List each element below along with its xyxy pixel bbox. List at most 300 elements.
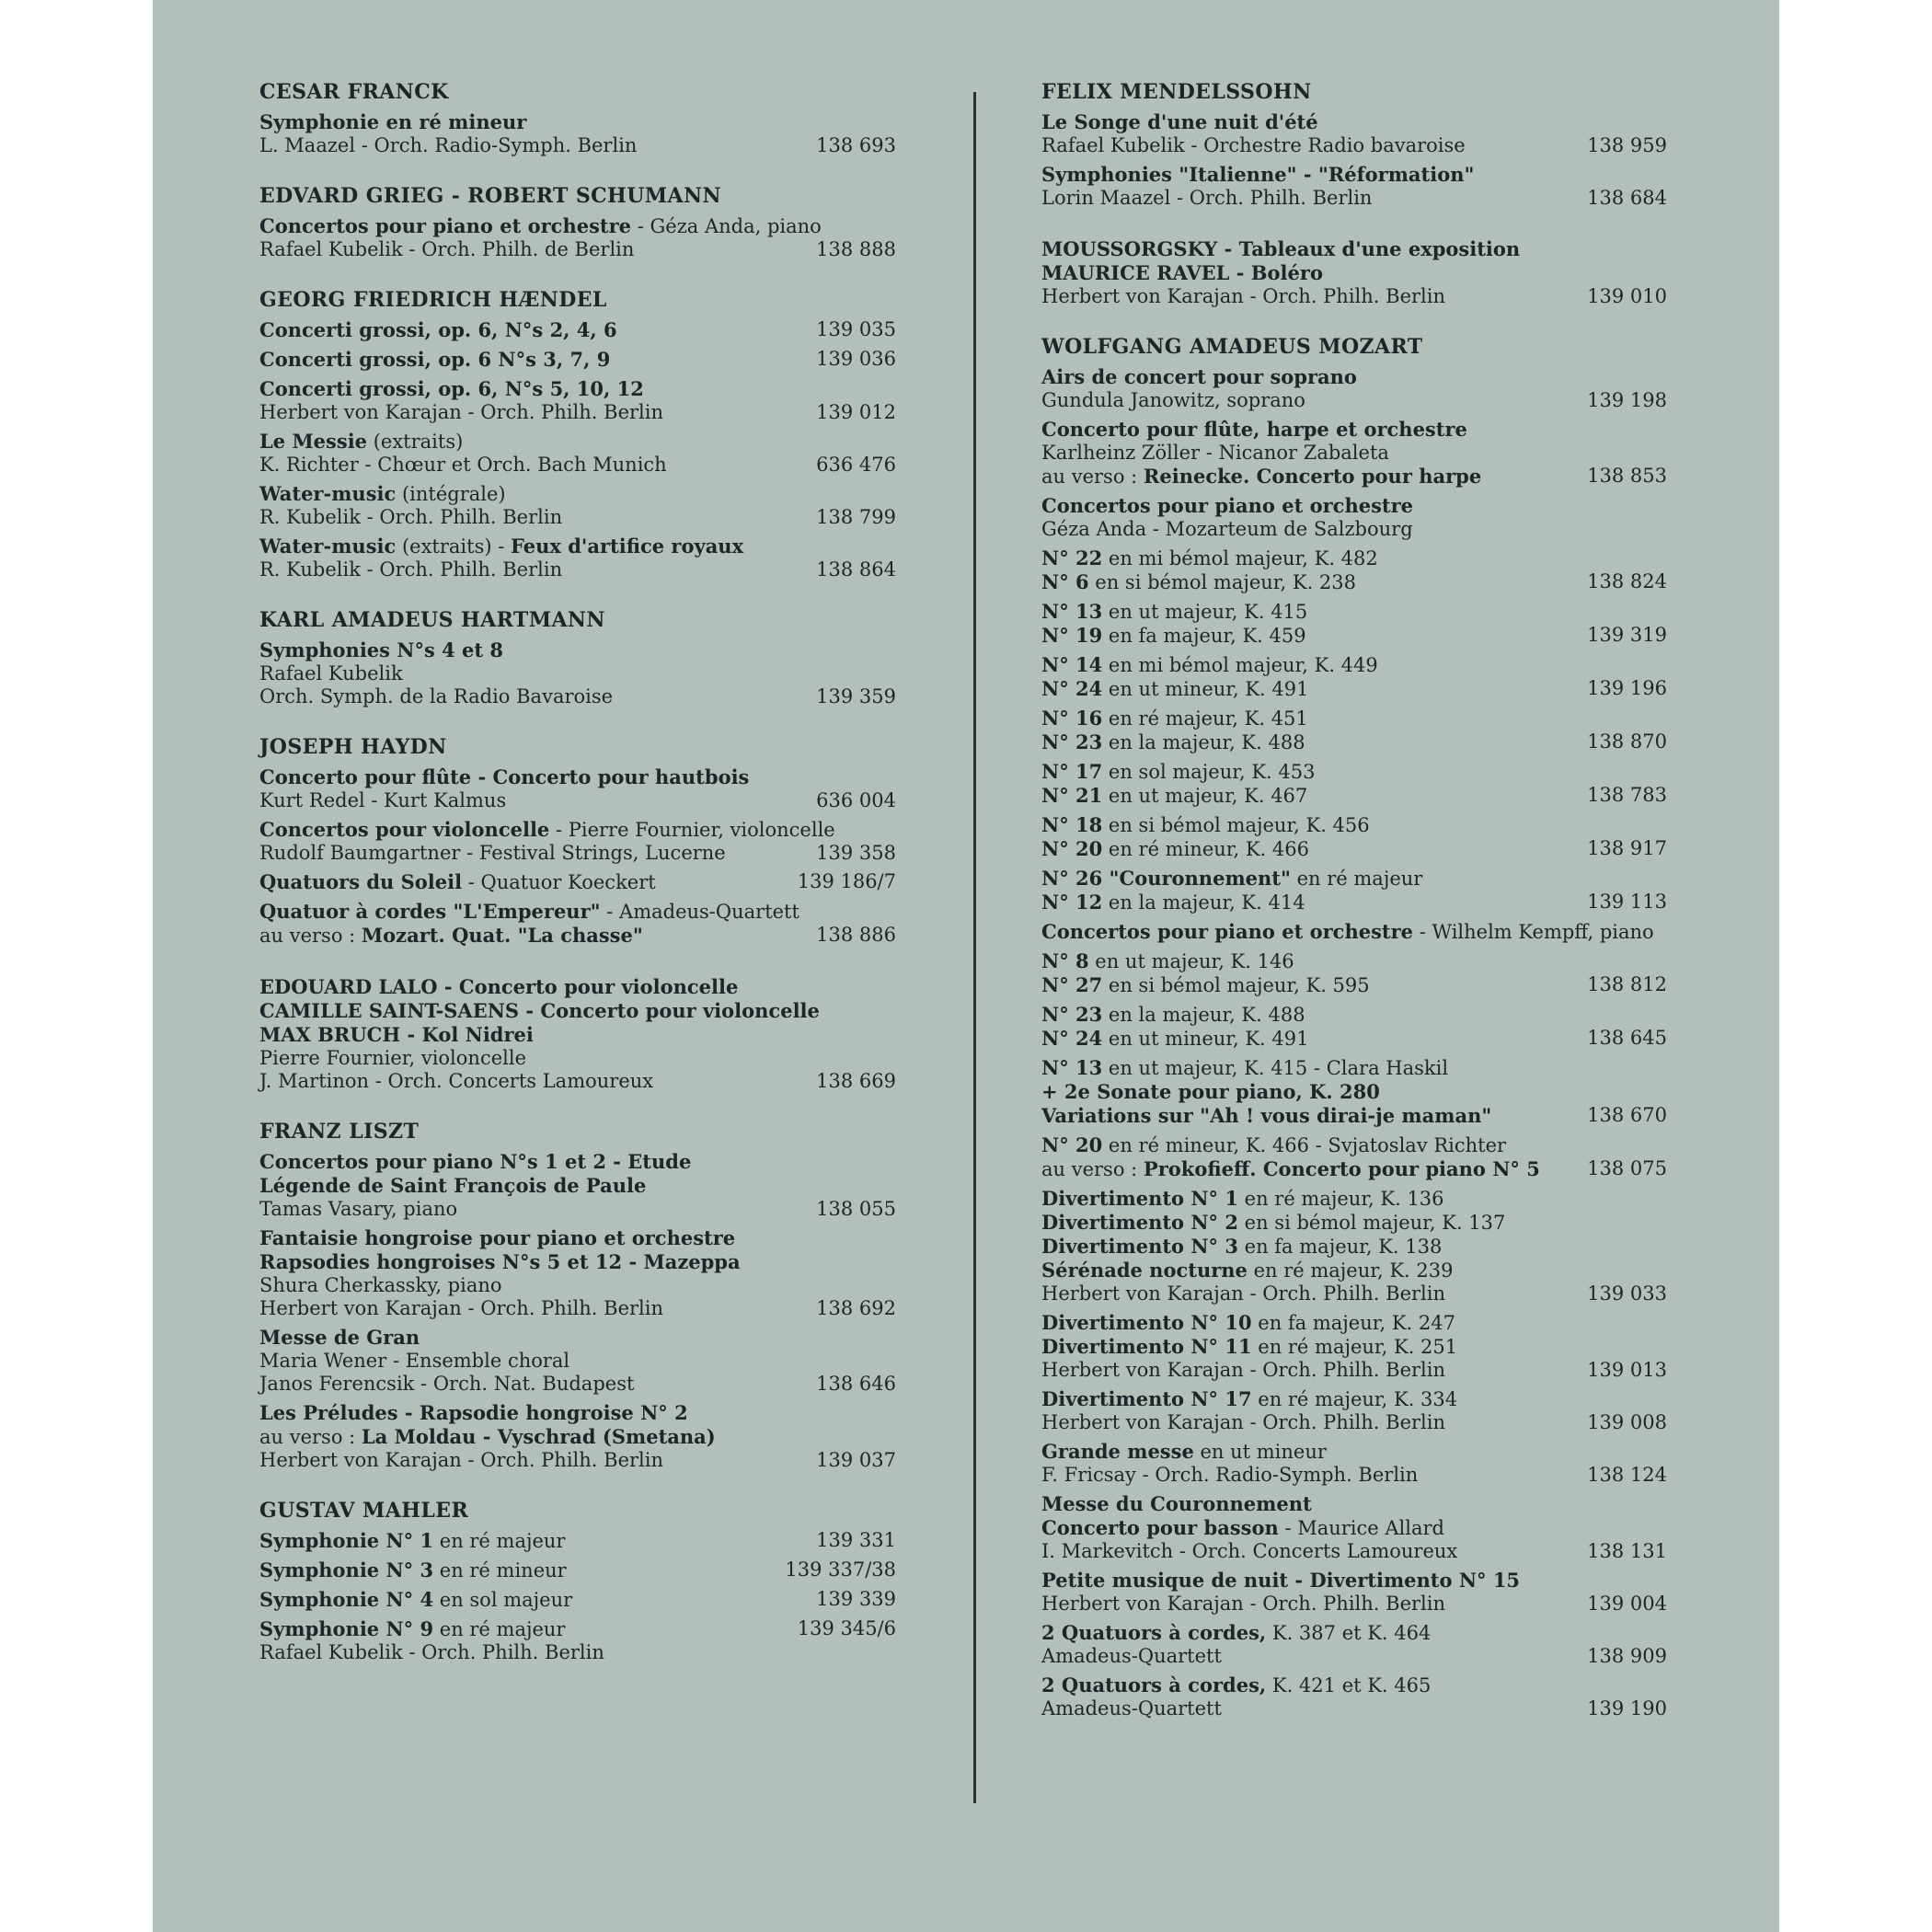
entry-line bbox=[1041, 570, 1667, 594]
entry-line bbox=[259, 1226, 896, 1250]
catalog-number: 138 055 bbox=[816, 1198, 896, 1220]
work-title: N° 24 bbox=[1041, 1027, 1103, 1050]
entry-text bbox=[259, 1326, 420, 1350]
work-title: La Moldau - Vyschrad (Smetana) bbox=[361, 1425, 716, 1448]
entry-line bbox=[1041, 730, 1667, 754]
composer-heading: FRANZ LISZT bbox=[259, 1120, 420, 1144]
left-column bbox=[259, 81, 896, 1692]
recording-entry bbox=[1041, 1569, 1667, 1616]
performer-text: Amadeus-Quartett bbox=[1041, 1697, 1222, 1719]
catalog-number: 139 331 bbox=[816, 1529, 896, 1551]
performer-text: F. Fricsay - Orch. Radio-Symph. Berlin bbox=[1041, 1464, 1419, 1486]
entry-line bbox=[259, 1174, 896, 1198]
performer-text: en ré mineur, K. 466 - Svjatoslav Richter bbox=[1102, 1134, 1507, 1156]
work-title: Quatuors du Soleil bbox=[259, 870, 463, 893]
work-title: Concerto pour basson bbox=[1041, 1516, 1279, 1539]
recording-entry bbox=[259, 900, 896, 948]
composer-section bbox=[1041, 336, 1667, 1720]
entry-line bbox=[259, 1373, 896, 1396]
entry-text bbox=[259, 999, 820, 1023]
work-title: Symphonie N° 9 bbox=[259, 1617, 434, 1640]
work-title: N° 16 bbox=[1041, 707, 1103, 730]
work-title: N° 23 bbox=[1041, 1003, 1103, 1026]
work-title: Symphonie N° 3 bbox=[259, 1558, 434, 1581]
entry-text bbox=[1041, 1697, 1222, 1720]
recording-entry bbox=[1041, 1003, 1667, 1051]
entry-line bbox=[1041, 1211, 1667, 1235]
work-title: Mozart. Quat. "La chasse" bbox=[361, 924, 643, 947]
recording-entry bbox=[1041, 813, 1667, 861]
entry-text bbox=[1041, 163, 1474, 187]
entry-line bbox=[259, 430, 896, 454]
entry-line bbox=[1041, 1133, 1667, 1157]
right-column bbox=[1041, 81, 1667, 1748]
catalog-number: 138 131 bbox=[1587, 1540, 1667, 1562]
entry-text bbox=[1041, 1440, 1327, 1464]
entry-text bbox=[1041, 187, 1372, 210]
performer-text: en ré majeur bbox=[1290, 868, 1423, 890]
entry-line bbox=[259, 110, 896, 134]
performer-text: en ré majeur, K. 136 bbox=[1237, 1188, 1444, 1210]
catalog-number: 138 670 bbox=[1587, 1104, 1667, 1126]
performer-text: Janos Ferencsik - Orch. Nat. Budapest bbox=[259, 1373, 635, 1395]
recording-entry bbox=[1041, 1187, 1667, 1305]
entry-text bbox=[1041, 1492, 1312, 1516]
entry-text bbox=[259, 638, 503, 662]
work-title: Prokofieff. Concerto pour piano N° 5 bbox=[1143, 1157, 1540, 1180]
entry-text bbox=[1041, 365, 1357, 389]
work-title: Fantaisie hongroise pour piano et orchestre bbox=[259, 1226, 736, 1249]
recording-entry bbox=[259, 1588, 896, 1612]
catalog-number: 138 959 bbox=[1587, 134, 1667, 156]
composer-section bbox=[259, 289, 896, 581]
entry-line bbox=[1041, 285, 1667, 308]
entry-line bbox=[259, 558, 896, 581]
entry-line bbox=[259, 975, 896, 999]
performer-text: en ut mineur, K. 491 bbox=[1102, 1028, 1309, 1050]
catalog-number: 139 033 bbox=[1587, 1282, 1667, 1305]
entry-line bbox=[259, 318, 896, 342]
performer-text: Géza Anda - Mozarteum de Salzbourg bbox=[1041, 518, 1413, 540]
entry-line bbox=[259, 1558, 896, 1582]
entry-line bbox=[1041, 760, 1667, 784]
entry-text bbox=[1041, 1235, 1442, 1259]
entry-line bbox=[1041, 1056, 1667, 1080]
catalog-number: 138 888 bbox=[816, 238, 896, 260]
entry-text bbox=[1041, 784, 1307, 808]
entry-line bbox=[259, 1198, 896, 1221]
catalog-number: 139 198 bbox=[1587, 389, 1667, 411]
performer-text: en ré majeur, K. 451 bbox=[1102, 707, 1308, 730]
recording-entry bbox=[1041, 1133, 1667, 1181]
catalog-number: 139 004 bbox=[1587, 1593, 1667, 1615]
entry-text bbox=[1041, 110, 1318, 134]
performer-text: Herbert von Karajan - Orch. Philh. Berlin bbox=[1041, 1282, 1445, 1305]
performer-text: Karlheinz Zöller - Nicanor Zabaleta bbox=[1041, 442, 1389, 464]
performer-text: (intégrale) bbox=[396, 483, 506, 505]
entry-text bbox=[259, 1558, 567, 1582]
recording-entry bbox=[1041, 707, 1667, 754]
performer-text: K. Richter - Chœur et Orch. Bach Munich bbox=[259, 454, 667, 476]
work-title: Variations sur "Ah ! vous dirai-je maman" bbox=[1041, 1104, 1492, 1127]
performer-text: en si bémol majeur, K. 137 bbox=[1237, 1212, 1506, 1234]
recording-entry bbox=[1041, 1056, 1667, 1128]
entry-text bbox=[259, 558, 562, 581]
recording-entry bbox=[1041, 920, 1667, 944]
entry-text bbox=[259, 1150, 691, 1174]
entry-line bbox=[1041, 891, 1667, 914]
catalog-number: 636 476 bbox=[816, 454, 896, 476]
recording-entry bbox=[259, 214, 896, 261]
catalog-number: 138 812 bbox=[1587, 973, 1667, 995]
entry-line bbox=[1041, 494, 1667, 518]
catalog-number: 139 008 bbox=[1587, 1411, 1667, 1433]
work-title: Concertos pour piano et orchestre bbox=[259, 214, 632, 237]
entry-line bbox=[1041, 1335, 1667, 1359]
performer-text: Gundula Janowitz, soprano bbox=[1041, 389, 1305, 411]
performer-text: en ré majeur, K. 334 bbox=[1251, 1388, 1458, 1410]
entry-text bbox=[1041, 760, 1315, 784]
entry-text bbox=[1041, 973, 1370, 997]
work-title: Airs de concert pour soprano bbox=[1041, 365, 1357, 388]
entry-line bbox=[259, 506, 896, 529]
work-title: Divertimento N° 11 bbox=[1041, 1335, 1252, 1358]
recording-entry bbox=[1041, 949, 1667, 997]
work-title: N° 27 bbox=[1041, 973, 1103, 996]
performer-text: en si bémol majeur, K. 456 bbox=[1102, 814, 1370, 836]
recording-entry bbox=[259, 535, 896, 581]
catalog-number: 139 319 bbox=[1587, 624, 1667, 646]
composer-section bbox=[259, 609, 896, 708]
work-title: Symphonies N°s 4 et 8 bbox=[259, 638, 504, 661]
performer-text: K. 421 et K. 465 bbox=[1266, 1674, 1432, 1696]
performer-text: - Géza Anda, piano bbox=[631, 215, 822, 237]
entry-text bbox=[1041, 891, 1305, 914]
entry-text bbox=[1041, 624, 1306, 648]
catalog-number: 139 037 bbox=[816, 1449, 896, 1471]
entry-line bbox=[259, 924, 896, 948]
entry-line bbox=[259, 789, 896, 812]
recording-entry bbox=[259, 348, 896, 372]
recording-entry bbox=[1041, 1673, 1667, 1720]
work-title: Symphonies "Italienne" - "Réformation" bbox=[1041, 163, 1475, 186]
performer-text: en ré majeur bbox=[433, 1530, 566, 1552]
entry-text bbox=[1041, 1621, 1431, 1645]
work-title: Sérénade nocturne bbox=[1041, 1259, 1248, 1282]
entry-line bbox=[259, 214, 896, 238]
entry-line bbox=[1041, 920, 1667, 944]
work-title: Légende de Saint François de Paule bbox=[259, 1174, 647, 1197]
performer-text: Herbert von Karajan - Orch. Philh. Berlin bbox=[259, 401, 663, 423]
work-title: Divertimento N° 1 bbox=[1041, 1187, 1238, 1210]
entry-text bbox=[259, 1529, 565, 1553]
work-title: Water-music bbox=[259, 535, 397, 558]
recording-entry bbox=[1041, 237, 1667, 308]
recording-entry bbox=[1041, 365, 1667, 412]
work-title: MAURICE RAVEL - Boléro bbox=[1041, 261, 1323, 284]
entry-text bbox=[259, 924, 643, 948]
entry-text bbox=[1041, 285, 1445, 308]
performer-text: en ré mineur bbox=[433, 1559, 567, 1581]
entry-text bbox=[1041, 1187, 1444, 1211]
work-title: N° 22 bbox=[1041, 546, 1103, 569]
performer-text: en si bémol majeur, K. 595 bbox=[1102, 974, 1370, 996]
entry-text bbox=[259, 765, 749, 789]
entry-line bbox=[259, 1326, 896, 1350]
entry-line bbox=[1041, 1235, 1667, 1259]
recording-entry bbox=[259, 975, 896, 1093]
entry-line bbox=[259, 1425, 896, 1449]
work-title: N° 17 bbox=[1041, 760, 1103, 783]
entry-line bbox=[1041, 110, 1667, 134]
recording-entry bbox=[259, 870, 896, 894]
entry-text bbox=[259, 1198, 457, 1221]
entry-line bbox=[1041, 1569, 1667, 1593]
entry-line bbox=[1041, 1464, 1667, 1487]
entry-text bbox=[1041, 677, 1309, 701]
catalog-number: 138 824 bbox=[1587, 570, 1667, 592]
performer-text: K. 387 et K. 464 bbox=[1266, 1622, 1432, 1644]
performer-text: en ut mineur, K. 491 bbox=[1102, 678, 1309, 700]
catalog-number: 138 124 bbox=[1587, 1464, 1667, 1486]
recording-entry bbox=[1041, 494, 1667, 541]
work-title: Petite musique de nuit - Divertimento N° 15 bbox=[1041, 1569, 1521, 1592]
work-title: N° 6 bbox=[1041, 570, 1089, 593]
recording-entry bbox=[1041, 418, 1667, 489]
entry-text bbox=[1041, 1003, 1305, 1027]
work-title: Messe du Couronnement bbox=[1041, 1492, 1312, 1515]
entry-text bbox=[1041, 1027, 1309, 1051]
entry-line bbox=[259, 1297, 896, 1320]
entry-text bbox=[259, 1274, 502, 1297]
catalog-number: 139 013 bbox=[1587, 1359, 1667, 1381]
recording-entry bbox=[1041, 1621, 1667, 1668]
recording-entry bbox=[1041, 867, 1667, 914]
entry-text bbox=[1041, 1335, 1457, 1359]
performer-text: en ré mineur, K. 466 bbox=[1102, 838, 1309, 860]
entry-line bbox=[259, 1250, 896, 1274]
entry-text bbox=[1041, 494, 1413, 518]
work-title: Divertimento N° 17 bbox=[1041, 1387, 1252, 1410]
entry-line bbox=[259, 535, 896, 558]
performer-text: en la majeur, K. 488 bbox=[1102, 1004, 1305, 1026]
entry-line bbox=[1041, 518, 1667, 541]
catalog-number: 139 186/7 bbox=[797, 870, 896, 892]
performer-text: en fa majeur, K. 247 bbox=[1251, 1312, 1455, 1334]
composer-section bbox=[1041, 81, 1667, 210]
entry-text bbox=[1041, 389, 1305, 412]
entry-text bbox=[1041, 1157, 1540, 1181]
entry-line bbox=[1041, 1492, 1667, 1516]
performer-text: en si bémol majeur, K. 238 bbox=[1088, 571, 1357, 593]
entry-line bbox=[259, 1070, 896, 1093]
work-title: EDOUARD LALO - Concerto pour violoncelle bbox=[259, 975, 739, 998]
entry-text bbox=[1041, 134, 1466, 157]
catalog-number: 139 359 bbox=[816, 685, 896, 707]
recording-entry bbox=[1041, 760, 1667, 808]
entry-line bbox=[259, 1150, 896, 1174]
entry-text bbox=[259, 1174, 646, 1198]
entry-text bbox=[1041, 707, 1308, 730]
entry-text bbox=[1041, 418, 1467, 442]
performer-text: Lorin Maazel - Orch. Philh. Berlin bbox=[1041, 187, 1373, 209]
catalog-number: 138 646 bbox=[816, 1373, 896, 1395]
performer-text: R. Kubelik - Orch. Philh. Berlin bbox=[259, 558, 563, 581]
work-title: N° 13 bbox=[1041, 1056, 1103, 1079]
work-title: N° 19 bbox=[1041, 624, 1103, 647]
entry-text bbox=[259, 818, 835, 842]
entry-line bbox=[1041, 1673, 1667, 1697]
entry-text bbox=[259, 1373, 634, 1396]
work-title: Rapsodies hongroises N°s 5 et 12 - Mazeppa bbox=[259, 1250, 741, 1273]
entry-line bbox=[1041, 546, 1667, 570]
catalog-number: 138 799 bbox=[816, 506, 896, 528]
entry-line bbox=[1041, 1259, 1667, 1282]
performer-text: Rafael Kubelik - Orch. Philh. Berlin bbox=[259, 1641, 604, 1663]
catalog-number: 138 864 bbox=[816, 558, 896, 581]
catalog-number: 139 113 bbox=[1587, 891, 1667, 913]
work-title: N° 24 bbox=[1041, 677, 1103, 700]
work-title: N° 13 bbox=[1041, 600, 1103, 623]
entry-line bbox=[1041, 389, 1667, 412]
entry-text bbox=[259, 1297, 663, 1320]
entry-line bbox=[1041, 1003, 1667, 1027]
work-title: Le Messie bbox=[259, 430, 368, 453]
performer-text: Pierre Fournier, violoncelle bbox=[259, 1047, 526, 1069]
performer-text: R. Kubelik - Orch. Philh. Berlin bbox=[259, 506, 563, 528]
performer-text: en ut mineur bbox=[1193, 1441, 1327, 1463]
performer-text: en la majeur, K. 488 bbox=[1102, 731, 1305, 753]
entry-line bbox=[259, 401, 896, 424]
entry-line bbox=[1041, 418, 1667, 442]
recording-entry bbox=[259, 1150, 896, 1221]
entry-line bbox=[1041, 653, 1667, 677]
catalog-number: 139 196 bbox=[1587, 677, 1667, 699]
catalog-number: 138 783 bbox=[1587, 784, 1667, 806]
entry-text bbox=[1041, 1569, 1520, 1593]
entry-text bbox=[259, 454, 667, 477]
entry-text bbox=[1041, 653, 1378, 677]
catalog-number: 139 345/6 bbox=[797, 1617, 896, 1639]
entry-text bbox=[259, 1425, 716, 1449]
column-divider bbox=[973, 92, 976, 1803]
entry-text bbox=[259, 110, 526, 134]
composer-section bbox=[259, 1121, 896, 1472]
entry-line bbox=[259, 685, 896, 708]
composer-section bbox=[1041, 237, 1667, 308]
performer-text: Maria Wener - Ensemble choral bbox=[259, 1350, 570, 1372]
entry-line bbox=[1041, 837, 1667, 861]
entry-line bbox=[1041, 1645, 1667, 1668]
recording-entry bbox=[259, 1529, 896, 1553]
recording-entry bbox=[259, 110, 896, 157]
entry-line bbox=[1041, 1104, 1667, 1128]
entry-line bbox=[1041, 134, 1667, 157]
recording-entry bbox=[1041, 1387, 1667, 1434]
entry-line bbox=[1041, 949, 1667, 973]
work-title: Symphonie en ré mineur bbox=[259, 110, 527, 133]
work-title: N° 26 "Couronnement" bbox=[1041, 867, 1291, 890]
entry-line bbox=[1041, 813, 1667, 837]
recording-entry bbox=[1041, 600, 1667, 648]
recording-entry bbox=[259, 1558, 896, 1582]
work-title: Divertimento N° 10 bbox=[1041, 1311, 1252, 1334]
entry-line bbox=[259, 1617, 896, 1641]
performer-text: Amadeus-Quartett bbox=[1041, 1645, 1222, 1667]
entry-line bbox=[259, 842, 896, 865]
catalog-number: 138 870 bbox=[1587, 730, 1667, 753]
performer-text: en ré majeur, K. 239 bbox=[1247, 1259, 1454, 1282]
entry-line bbox=[259, 1350, 896, 1373]
performer-text: Rudolf Baumgartner - Festival Strings, Lucerne bbox=[259, 842, 726, 864]
catalog-sheet bbox=[153, 0, 1779, 1932]
work-title: Concerti grossi, op. 6, N°s 2, 4, 6 bbox=[259, 318, 617, 341]
work-title: Divertimento N° 2 bbox=[1041, 1211, 1238, 1234]
work-title: Concerto pour flûte - Concerto pour hautbois bbox=[259, 765, 750, 788]
work-title: N° 21 bbox=[1041, 784, 1103, 807]
entry-text bbox=[1041, 867, 1422, 891]
entry-line bbox=[259, 662, 896, 685]
performer-text: - Quatuor Koeckert bbox=[462, 871, 656, 893]
composer-heading: WOLFGANG AMADEUS MOZART bbox=[1041, 335, 1423, 359]
recording-entry bbox=[259, 318, 896, 342]
entry-text bbox=[1041, 1540, 1457, 1563]
work-title: N° 23 bbox=[1041, 730, 1103, 753]
entry-line bbox=[1041, 1027, 1667, 1051]
performer-text: I. Markevitch - Orch. Concerts Lamoureux bbox=[1041, 1540, 1458, 1562]
entry-text bbox=[259, 430, 463, 454]
work-title: Concerto pour flûte, harpe et orchestre bbox=[1041, 418, 1467, 441]
entry-line bbox=[259, 482, 896, 506]
composer-heading: JOSEPH HAYDN bbox=[259, 735, 447, 759]
entry-line bbox=[259, 1449, 896, 1472]
entry-line bbox=[1041, 1387, 1667, 1411]
entry-text bbox=[1041, 1645, 1222, 1668]
entry-line bbox=[1041, 707, 1667, 730]
work-title: N° 8 bbox=[1041, 949, 1089, 972]
work-title: Concertos pour piano et orchestre bbox=[1041, 920, 1414, 943]
entry-text bbox=[1041, 237, 1520, 261]
work-title: 2 Quatuors à cordes, bbox=[1041, 1673, 1267, 1696]
recording-entry bbox=[259, 818, 896, 865]
entry-line bbox=[1041, 237, 1667, 261]
entry-line bbox=[1041, 187, 1667, 210]
recording-entry bbox=[259, 377, 896, 424]
recording-entry bbox=[1041, 1440, 1667, 1487]
performer-text: - Wilhelm Kempff, piano bbox=[1413, 921, 1654, 943]
entry-line bbox=[259, 1529, 896, 1553]
entry-line bbox=[1041, 1593, 1667, 1616]
entry-text bbox=[259, 535, 743, 558]
entry-text bbox=[1041, 1311, 1455, 1335]
composer-section bbox=[259, 1500, 896, 1664]
work-title: Les Préludes - Rapsodie hongroise N° 2 bbox=[259, 1401, 688, 1424]
recording-entry bbox=[259, 482, 896, 529]
recording-entry bbox=[259, 765, 896, 812]
catalog-number: 139 339 bbox=[816, 1588, 896, 1610]
entry-text bbox=[1041, 1359, 1445, 1382]
work-title: N° 12 bbox=[1041, 891, 1103, 914]
work-title: Concertos pour piano N°s 1 et 2 - Etude bbox=[259, 1150, 692, 1173]
entry-line bbox=[1041, 1697, 1667, 1720]
entry-line bbox=[259, 1588, 896, 1612]
entry-line bbox=[1041, 677, 1667, 701]
entry-line bbox=[1041, 600, 1667, 624]
work-title: Feux d'artifice royaux bbox=[511, 535, 744, 558]
catalog-number: 139 358 bbox=[816, 842, 896, 864]
entry-text bbox=[1041, 518, 1413, 541]
entry-line bbox=[1041, 442, 1667, 465]
